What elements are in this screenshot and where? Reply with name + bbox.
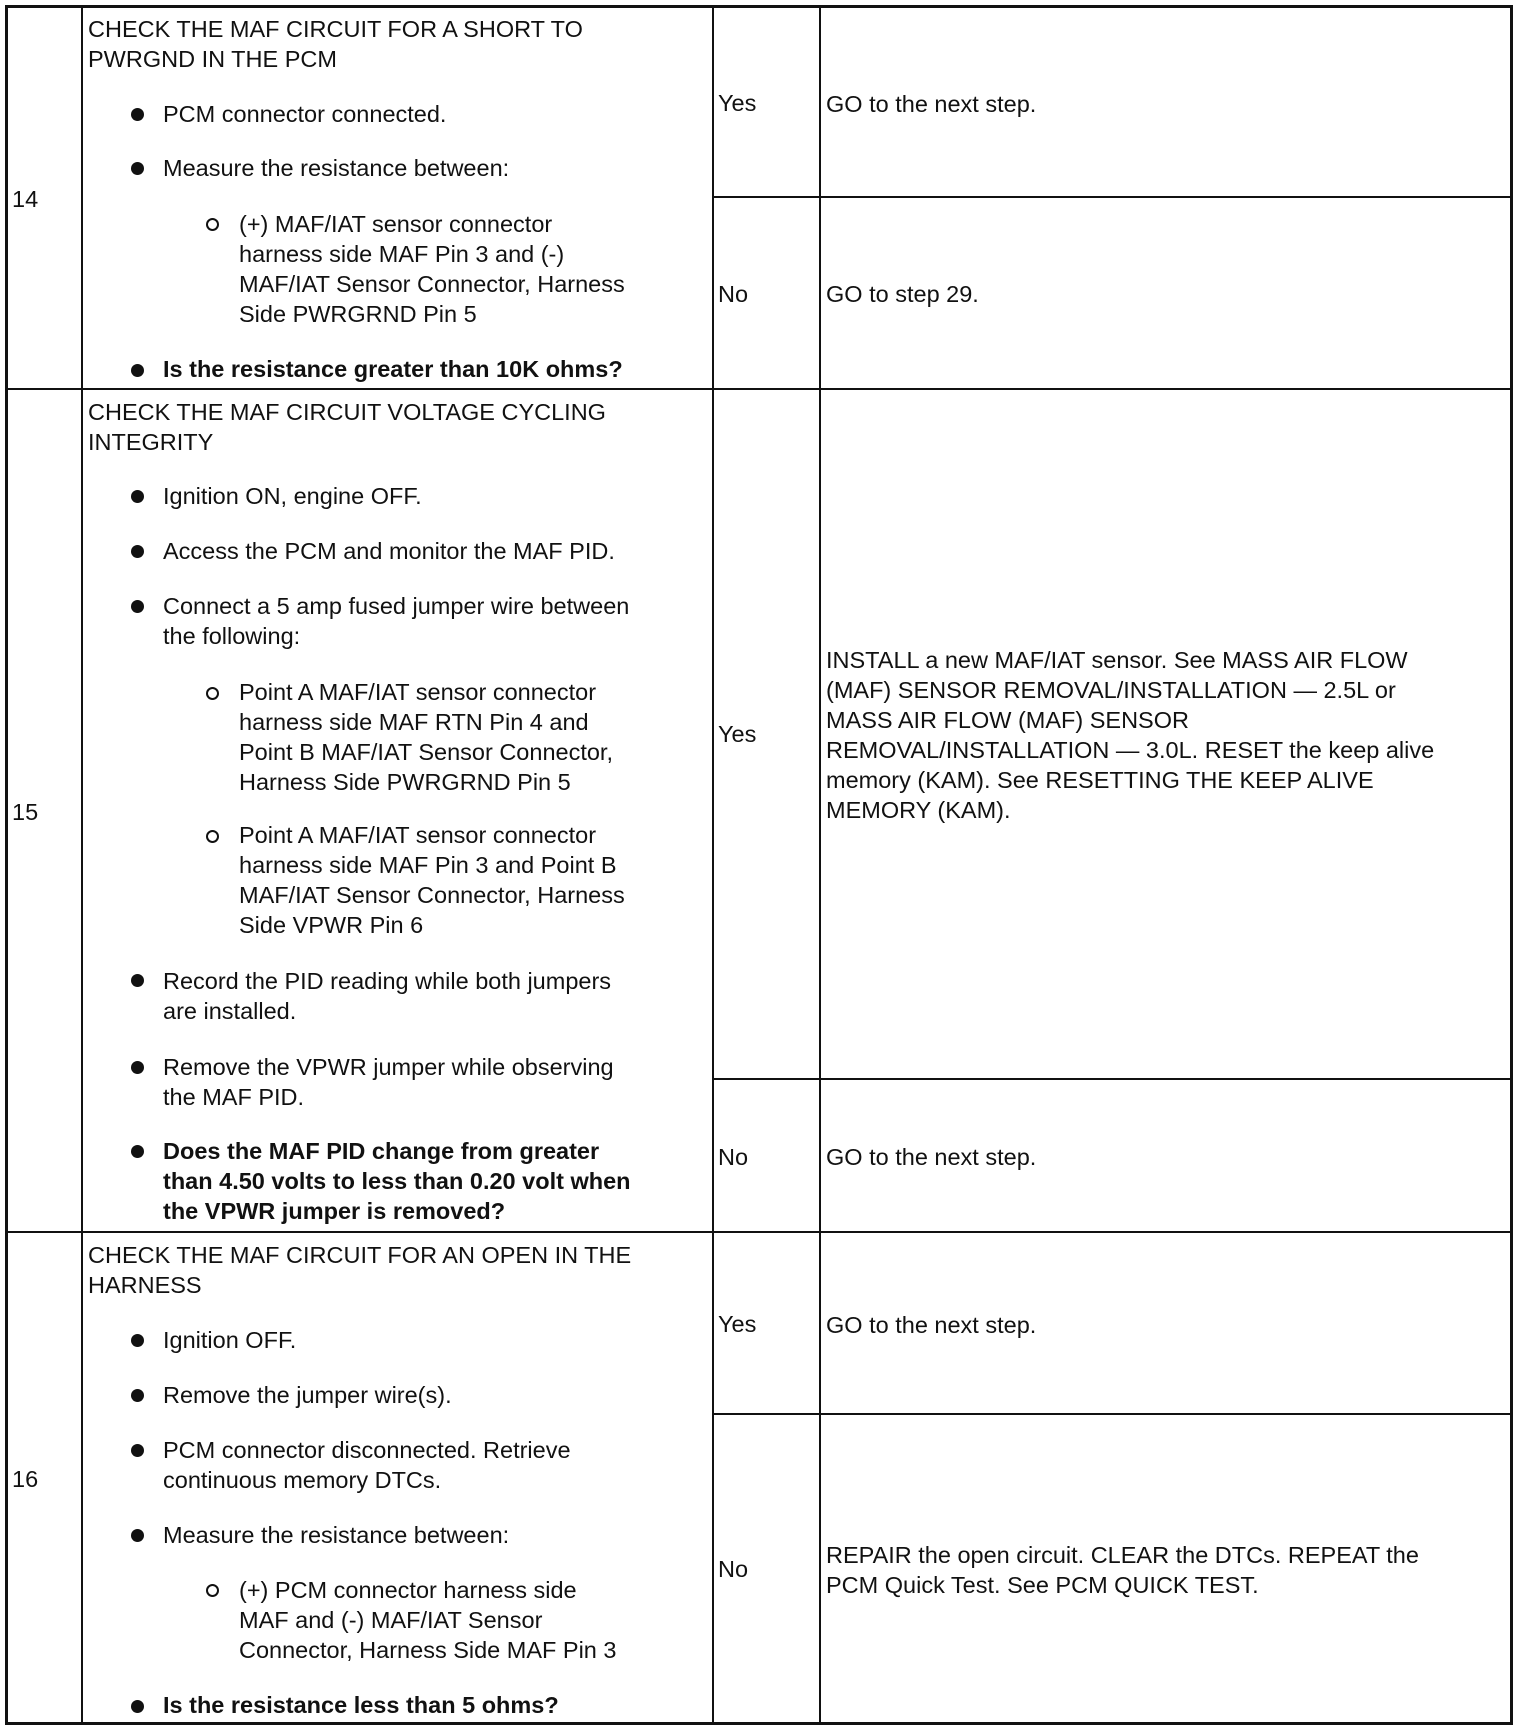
sub-instruction-line: Point A MAF/IAT sensor connector (239, 822, 597, 848)
table-border-left (5, 5, 8, 1725)
instruction-item: Remove the VPWR jumper while observing (163, 1054, 614, 1080)
yes-no-divider-15 (712, 1078, 1513, 1080)
instruction-item: Record the PID reading while both jumpers (163, 968, 612, 994)
instruction-item: PCM connector disconnected. Retrieve (163, 1437, 571, 1463)
sub-instruction-line: Point A MAF/IAT sensor connector (239, 679, 597, 705)
bullet-icon (131, 1529, 144, 1542)
bullet-icon (131, 600, 144, 613)
instruction-item: Ignition ON, engine OFF. (163, 483, 422, 509)
instruction-item: Remove the jumper wire(s). (163, 1382, 452, 1408)
row-divider-15-16 (5, 1231, 1513, 1233)
instruction-item: the MAF PID. (163, 1084, 305, 1110)
row-divider-14-15 (5, 388, 1513, 390)
sub-instruction-line: MAF and (-) MAF/IAT Sensor (239, 1607, 543, 1633)
yes-action: GO to the next step. (826, 1312, 1037, 1338)
bullet-icon (131, 162, 144, 175)
bullet-icon (131, 108, 144, 121)
sub-instruction-line: harness side MAF Pin 3 and Point B (239, 852, 617, 878)
bullet-icon (131, 1389, 144, 1402)
instruction-item: Ignition OFF. (163, 1327, 297, 1353)
instruction-item: Measure the resistance between: (163, 1522, 510, 1548)
yes-action-line: REMOVAL/INSTALLATION — 3.0L. RESET the keep alive (826, 737, 1435, 763)
step-title-line: CHECK THE MAF CIRCUIT FOR AN OPEN IN THE (88, 1242, 632, 1268)
yes-action-line: MEMORY (KAM). (826, 797, 1011, 823)
sub-bullet-icon (206, 687, 219, 700)
question-line: the VPWR jumper is removed? (163, 1198, 506, 1224)
bullet-icon (131, 364, 144, 377)
bullet-icon (131, 1145, 144, 1158)
sub-instruction-line: Side VPWR Pin 6 (239, 912, 424, 938)
no-action: GO to the next step. (826, 1144, 1037, 1170)
yes-action-line: INSTALL a new MAF/IAT sensor. See MASS AIR FLOW (826, 647, 1408, 673)
table-border-top (5, 5, 1513, 8)
question-line: Is the resistance less than 5 ohms? (163, 1692, 559, 1718)
column-divider-action (819, 5, 821, 1725)
table-border-bottom (5, 1722, 1513, 1725)
sub-instruction-line: (+) PCM connector harness side (239, 1577, 577, 1603)
sub-bullet-icon (206, 1584, 219, 1597)
question-line: than 4.50 volts to less than 0.20 volt when (163, 1168, 631, 1194)
bullet-icon (131, 490, 144, 503)
sub-instruction-line: harness side MAF Pin 3 and (-) (239, 241, 565, 267)
bullet-icon (131, 1334, 144, 1347)
step-number: 15 (12, 799, 39, 825)
question-line: Is the resistance greater than 10K ohms? (163, 356, 623, 382)
instruction-item: Access the PCM and monitor the MAF PID. (163, 538, 615, 564)
bullet-icon (131, 1444, 144, 1457)
instruction-item: continuous memory DTCs. (163, 1467, 442, 1493)
yes-label: Yes (718, 1311, 757, 1337)
sub-instruction-line: harness side MAF RTN Pin 4 and (239, 709, 589, 735)
sub-bullet-icon (206, 830, 219, 843)
sub-instruction-line: Harness Side PWRGRND Pin 5 (239, 769, 571, 795)
sub-instruction-line: (+) MAF/IAT sensor connector (239, 211, 553, 237)
column-divider-step (81, 5, 83, 1725)
table-border-right (1510, 5, 1513, 1725)
instruction-item: Connect a 5 amp fused jumper wire between (163, 593, 630, 619)
no-action-line: REPAIR the open circuit. CLEAR the DTCs. REPEAT the (826, 1542, 1419, 1568)
no-action-line: PCM Quick Test. See PCM QUICK TEST. (826, 1572, 1259, 1598)
question-line: Does the MAF PID change from greater (163, 1138, 600, 1164)
yes-action-line: (MAF) SENSOR REMOVAL/INSTALLATION — 2.5L or (826, 677, 1396, 703)
no-label: No (718, 1556, 749, 1582)
yes-label: Yes (718, 721, 757, 747)
step-title-line: HARNESS (88, 1272, 202, 1298)
instruction-item: the following: (163, 623, 301, 649)
yes-no-divider-14 (712, 196, 1513, 198)
step-number: 14 (12, 186, 39, 212)
sub-instruction-line: MAF/IAT Sensor Connector, Harness (239, 271, 625, 297)
bullet-icon (131, 545, 144, 558)
yes-label: Yes (718, 90, 757, 116)
column-divider-result (712, 5, 714, 1725)
step-number: 16 (12, 1466, 39, 1492)
yes-action: GO to the next step. (826, 91, 1037, 117)
instruction-item: Measure the resistance between: (163, 155, 510, 181)
bullet-icon (131, 974, 144, 987)
sub-instruction-line: Side PWRGRND Pin 5 (239, 301, 477, 327)
step-title-line: CHECK THE MAF CIRCUIT FOR A SHORT TO (88, 16, 583, 42)
no-label: No (718, 281, 749, 307)
yes-no-divider-16 (712, 1413, 1513, 1415)
step-title-line: PWRGND IN THE PCM (88, 46, 337, 72)
no-label: No (718, 1144, 749, 1170)
instruction-item: are installed. (163, 998, 297, 1024)
bullet-icon (131, 1061, 144, 1074)
bullet-icon (131, 1700, 144, 1713)
sub-instruction-line: Point B MAF/IAT Sensor Connector, (239, 739, 613, 765)
yes-action-line: memory (KAM). See RESETTING THE KEEP ALIVE (826, 767, 1374, 793)
instruction-item: PCM connector connected. (163, 101, 447, 127)
sub-instruction-line: MAF/IAT Sensor Connector, Harness (239, 882, 625, 908)
sub-bullet-icon (206, 218, 219, 231)
sub-instruction-line: Connector, Harness Side MAF Pin 3 (239, 1637, 617, 1663)
yes-action-line: MASS AIR FLOW (MAF) SENSOR (826, 707, 1189, 733)
no-action: GO to step 29. (826, 281, 979, 307)
step-title-line: INTEGRITY (88, 429, 214, 455)
step-title-line: CHECK THE MAF CIRCUIT VOLTAGE CYCLING (88, 399, 606, 425)
